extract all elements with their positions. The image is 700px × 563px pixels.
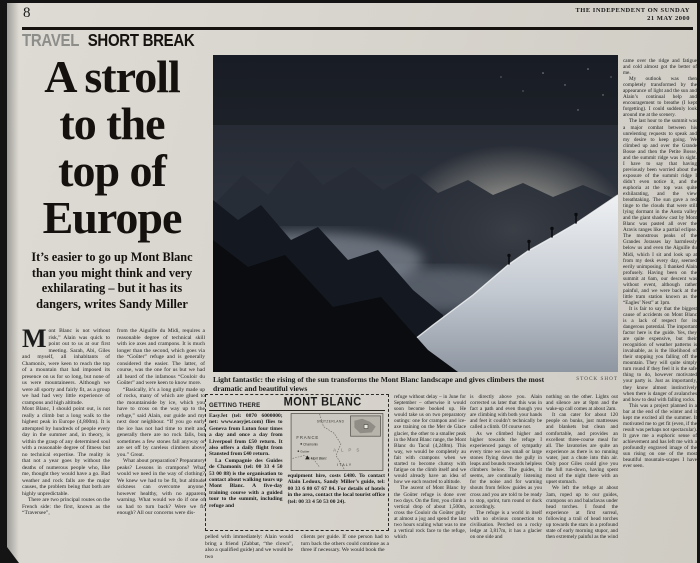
paragraph: The last hour to the summit was a major combat between his unrelenting requests to speak and my desire to keep going. We climbed up and over the Grande Bosse and then the Petite Bosse, and the summit ridge was in sight. I have to say that having previously been worried about the exposure of the summit ridge I didn’t even notice it, and the euphoria at the top was quite exhilarating, and the view breathtaking. The sun gave a red tinge to the clouds that were still lying dormant in the Aosta valley and the giant shadow cast by Mont Blanc was pasted all over the Aravis ranges like a partial eclipse. The monstrous peaks of the Grandes Jorasses lay harmlessly below us and even the Aiguille du Midi, which I sit and look up at from my desk every day, seemed eerily unimposing. I thanked Alain profusely. Having been on the summit at 6am, our descent was without event, although rather painful, and we were back at the little tram station known as the “Eagles’ Nest” at 1pm. — [623, 118, 697, 306]
body-column-2 — [117, 328, 205, 563]
paragraph: Mont Blanc, I should point out, is not really a climb but a long walk to the highest peak in Europe (4,800m). It is attempted by hundreds of people every day in the summer and, in theory, is within the grasp of any determined soul with a reasonable degree of fitness but no technical expertise. The reality is that not a year goes by without the deaths of numerous people who, like me, thought they would have a go. Bad weather and rock falls are the major causes, the problem being that both are highly unpredictable. — [22, 406, 110, 497]
map-label-chamonix: Chamonix — [302, 442, 318, 447]
below-box-right: clients per guide. If one person had to turn back the others could continue as a three if necessary. We would book the — [301, 534, 389, 553]
getting-there-heading: GETTING THERE — [209, 403, 261, 409]
map-label-mont-blanc: Mont Blanc — [310, 456, 327, 461]
paragraph: There are two principal routes on the French side: the first, known as the “Traversee”, — [22, 497, 110, 516]
chamonix-dot — [300, 443, 302, 445]
section-banner — [22, 31, 194, 51]
masthead — [575, 7, 690, 23]
paragraph: nothing on the other. Lights out and silence are at 8pm and the wake-up call comes at about 2am. — [546, 394, 618, 413]
mont-blanc-map — [289, 413, 385, 471]
mont-blanc-photo-art — [213, 55, 618, 372]
photo-caption: Light fantastic: the rising of the sun transforms the Mont Blanc landscape and gives climbers the most dramatic and beautiful views — [213, 375, 545, 393]
photo-credit: STOCK SHOT — [576, 376, 618, 382]
section-label-short-break: SHORT BREAK — [87, 31, 195, 51]
inset-highlight-marker — [364, 425, 368, 429]
body-column-5 — [546, 394, 618, 563]
article-standfirst: It’s easier to go up Mont Blanc than you might think and very exhilarating – but it has its dangers, writes Sandy Miller — [31, 250, 193, 311]
getting-there-header-row — [209, 397, 385, 411]
paragraph: The ascent of Mont Blanc by the Goûter refuge is done over two days. On the first, you climb a vertical drop of about 1,500m, cross the Couloir du Goûter gully at almost a jog and spend the last two hours scaling what was to me a vertical rock face to the refuge, which — [394, 485, 466, 541]
paragraph: It is fair to say that the biggest cause of accidents on Mont Blanc is a lack of respect for its dangerous potential. The important factor here is the guide. Yes, they are quite expensive, but their recognition of weather patterns is invaluable, as is the likelihood of their stopping you falling off the mountain. They will quite simply turn round if they feel it is the safe thing to do, however motivated your party is. Just as importantly, they know almost instinctively when there is danger of avalanches and how to deal with falling rocks. — [623, 305, 697, 403]
scan-corner-wedge — [7, 547, 19, 563]
column-1-paragraphs — [22, 406, 110, 517]
paragraph: The refuge is a world in itself with no obvious connection to civilisation. Perched on a rocky ledge at 3,817m, it has a glacier on one side and — [470, 509, 542, 541]
newspaper-page — [7, 3, 697, 563]
getting-there-text — [209, 413, 283, 509]
paragraph: It can cater for about 120 people on bunks, just mattresses and blankets but clean and comfortable, and provides an excellent three-course meal for all. The lavatories are quite an experience as there is no running water, just a chute into thin air. Only poor Giles could give you the full run-down, having spent most of the night there with an upset stomach. — [546, 412, 618, 486]
map-column — [288, 413, 385, 509]
map-label-france: FRANCE — [295, 435, 319, 441]
drop-cap: M — [22, 328, 47, 353]
paragraph: As we climbed higher and higher towards the refuge I experienced pangs of sympathy every time we saw small or large stones flying down the gully in leaps and bounds towards helpless climbers below. The guides, it seems, are continually listening for the noise and for warning shouts from fellow guides as you cross and you are told to be ready to stop, sprint, turn round or duck accordingly. — [470, 430, 542, 510]
mont-blanc-photo — [213, 55, 618, 372]
getting-there-continued: equipment hire, costs £480. To contact Alain Ledoux, Sandy Miller’s guide, tel: 00 33 6 80 67 67 84. For details of hotels in the area, contact the local tourist office (tel: 00 33 4 50 53 00 24). — [287, 473, 385, 505]
body-column-3 — [394, 394, 466, 563]
paragraph: My outlook was then completely transformed by the appearance of light and the sun and Alain’s continual help and encouragement to breathe (I kept forgetting). I could suddenly look around me at the scenery. — [623, 76, 697, 119]
page-number: 8 — [23, 5, 31, 21]
paragraph: La Compagnie des Guides de Chamonix (tel: 00 33 4 50 53 00 88) is the organisation to contact about walking tours up Mont Blanc. A five-day training course with a guided tour to the summit, including refuge and — [209, 457, 283, 509]
below-box-continuation — [205, 534, 389, 563]
paragraph: is directly above you. Alain corrected us later that this was in fact a path and even though you are climbing with both your hands and feet it couldn’t technically be called a climb. Of course not. — [470, 394, 542, 431]
map-title: MONT BLANC — [283, 395, 362, 409]
paragraph: We left the refuge at about 3am, roped up to our guides, crampons on and balaclavas under head torches. I found the experience at first surreal, following a trail of head torches up towards the stars in a profound state of early morning stupor, and then extremely painful as the wind — [546, 485, 618, 541]
scan-edge-shadow — [7, 3, 19, 563]
paragraph: “Basically, it’s a long gully made up of rocks, many of which are glued to the mountainside by ice, which you have to cross on the way up to the refuge,” said Alain, our guide and my next door neighbour. “If you go early the ice has not had time to melt and generally there are no rock falls, but sometimes a few stones fall anyway or are set off by careless climbers above you.” Great. — [117, 386, 205, 458]
map-label-gouter: Goûter — [299, 449, 309, 454]
paper-name: THE INDEPENDENT ON SUNDAY — [575, 7, 690, 14]
article-headline: A stroll to the top of Europe — [42, 51, 182, 243]
map-label-alps: A L P S — [332, 447, 361, 453]
paragraph: This was a project planned in a bar at the end of the winter and it kept me excited all the summer. It motivated me to get fit (even, if the result was perhaps not spectacular). It gave me a euphoric sense of achievement and has left me with a profoundly engraved image of the sun rising on one of the most beautiful mountain-scapes I have ever seen. — [623, 402, 697, 470]
getting-there-box — [205, 394, 389, 531]
body-column-right — [623, 58, 697, 563]
sky-vignette — [213, 55, 618, 125]
issue-date: 21 MAY 2000 — [647, 15, 690, 22]
body-column-1 — [22, 328, 110, 563]
paragraph: refuge without delay – in June for September – otherwise it would soon become booked up. He would take us on two preparatory outings: one for crampon and ice-axe training on the Mer de Glace glacier, the other to a smaller peak in the Mont Blanc range, the Mont Blanc du Tacul (4,248m). This way, we would be completely au fait with crampons when we started to become clumsy with fatigue on the climb itself and we would already have an idea of how we each reacted to altitude. — [394, 394, 466, 486]
body-column-4 — [470, 394, 542, 563]
paragraph: from the Aiguille du Midi, requires a reasonable degree of technical skill with ice axes and crampons. It is much longer than the second, which goes via the “Goûter” refuge and is generally considered the easier. The latter, of course, was the one for us but we had all heard of the infamous “Couloir du Goûter” and were keen to know more. — [117, 328, 205, 386]
paragraph: came over the ridge and fatigue and cold almost got the better of me. — [623, 58, 697, 77]
masthead-rule — [22, 27, 693, 30]
map-label-switzerland: SWITZERLAND — [316, 419, 344, 424]
photo-caption-row — [213, 375, 618, 393]
map-label-italy: ITALY — [336, 463, 352, 468]
gouter-dot — [297, 450, 299, 452]
lead-paragraph — [22, 328, 110, 406]
paragraph: EasyJet (tel: 0870 6000000; net: www.easyjet.com) flies to Geneva from Luton four times a day and once a day from Liverpool from £50 return. It also offers a daily flight from Stansted from £40 return. — [209, 413, 283, 458]
below-box-left: pelled with immediately: Alain would bring a friend (Zabbat, “the clown”, also a qualified guide) and we would be two — [205, 534, 293, 560]
section-label-travel: TRAVEL — [22, 31, 79, 51]
paragraph: What about preparation? Preparatory peaks? Lessons in crampons? What would we need in the way of clothing? We knew we had to be fit, but altitude sickness can overcome anyone, however healthy, with no apparent warning. What would we do if one of us had to turn back? Were we fit enough? All our concerns were dis- — [117, 458, 205, 516]
lead-paragraph-text: ont Blanc is not without risk,” Alain was quick to point out to us at our first meeting. Sarah, Abi, Giles and myself, all inhabitants of Chamonix, were keen to reach the top of a mountain that had imposed its presence on us for so long, but none of us were mountaineers. Although we were all sporty and fairly fit, as a group we had had very little experience of crampons and high altitude. — [22, 328, 110, 406]
